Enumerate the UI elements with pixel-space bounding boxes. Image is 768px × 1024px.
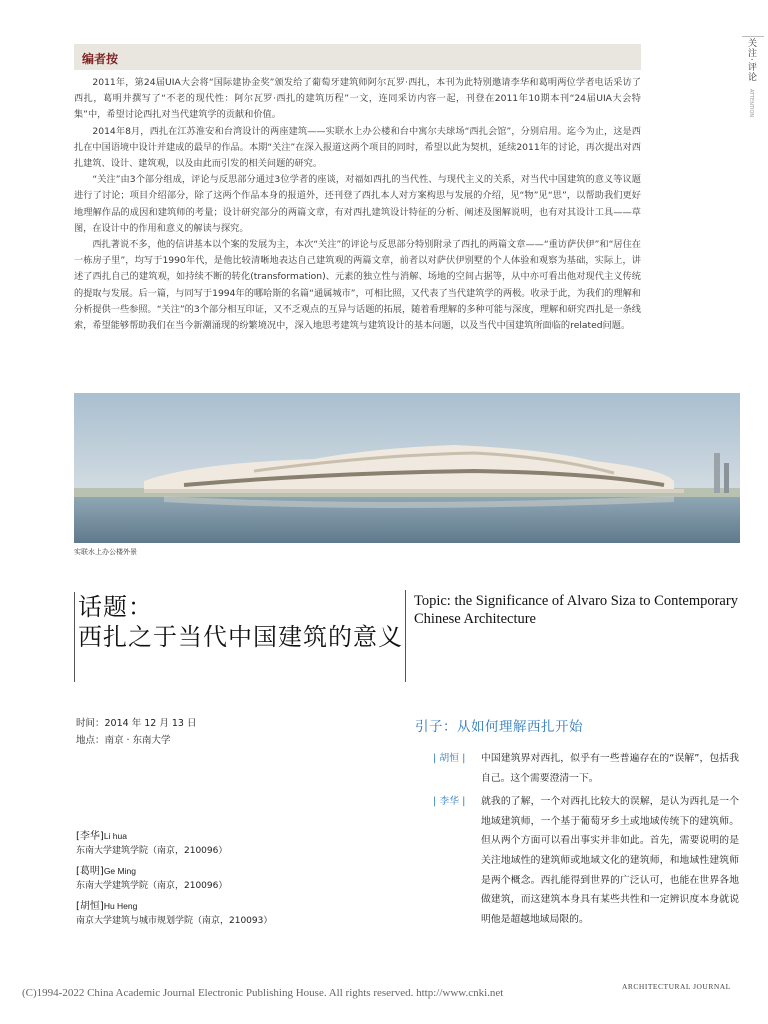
author-name-en: Ge Ming	[103, 866, 136, 876]
dialogue-turn	[433, 749, 739, 788]
editor-note-body	[74, 75, 641, 334]
speech-text: 就我的了解，一个对西扎比较大的误解，是认为西扎是一个地域建筑师，一个基于葡萄牙乡土或地域传统下的建筑师。但从两个方面可以看出事实并非如此。首先，需要说明的是关注地域性的建筑师或地域文化的建筑师，和地域性建筑师是两个概念。西扎能得到世界的广泛认可，也能在世界各地做建筑，而这建筑本身具有某些共性和一定辨识度本身就说明他是超越地域局限的。	[481, 796, 739, 925]
author-name-cn: [李华]	[76, 831, 104, 842]
section-side-tab	[744, 38, 758, 117]
topic-title-cn-line: 话题：	[78, 593, 153, 621]
speaker-label: | 李华 |	[433, 796, 466, 808]
editor-paragraph: 西扎著说不多，他的信讲基本以个案的发展为主，本次“关注”的评论与反思部分特别附录了西扎的两篇文章——“重访萨伏伊”和“居住在一栋房子里”，均写于1990年代，是他比较清晰地表达自己建筑观的两篇文章，前者以对萨伏伊别墅的个人体验和观察为基础，实际上，讲述了西扎自己的建筑观，如持续不断的转化(transformation)、元素的独立性与消解、场地的空间占据等，从中亦可看出他对现代主义传统的提取与发展。后一篇，与同写于1994年的哪哈斯的名篇“通属城市”，可相比照，又代表了当代建筑学的两极。收录于此，为我们的理解和分析提供一些参照。“关注”的3个部分相互印证，又不乏观点的互异与话题的拓展，随着看理解的多种可能与深度，理解和研究西扎是一条线索，希望能够帮助我们在当今新潮涌现的纷繁境况中，深入地思考建筑与建筑设计的基本问题，以及当代中国建筑所面临的related问题。	[74, 239, 641, 332]
section-tab-sub: ATTENTION	[748, 88, 754, 117]
editor-note-header	[74, 44, 641, 70]
author-affiliation: 东南大学建筑学院（南京，210096）	[76, 846, 228, 856]
session-time: 时间：2014 年 12 月 13 日	[76, 718, 197, 729]
topic-title-cn	[78, 592, 403, 652]
dialogue	[433, 749, 739, 933]
author-name-en: Hu Heng	[103, 901, 138, 911]
author-list	[76, 829, 272, 934]
title-left-rule	[74, 592, 75, 682]
author-entry	[76, 899, 272, 928]
author-affiliation: 南京大学建筑与城市规划学院（南京，210093）	[76, 916, 273, 926]
building-photo	[74, 393, 740, 543]
speaker-label: | 胡恒 |	[433, 753, 466, 764]
author-name-cn: [葛明]	[76, 866, 104, 877]
author-entry	[76, 864, 272, 893]
topic-title-cn-line: 西扎之于当代中国建筑的意义	[78, 623, 403, 651]
author-name-cn: [胡恒]	[76, 901, 104, 912]
building-photo-illustration	[74, 393, 740, 543]
side-rule	[742, 36, 764, 37]
dialogue-turn	[433, 792, 739, 929]
intro-section-title: 引子：从如何理解西扎开始	[415, 719, 583, 735]
section-tab-label: 关注·评论	[746, 38, 756, 82]
copyright-footer: (C)1994-2022 China Academic Journal Electronic Publishing House. All rights reserved. http://www.cnki.net	[22, 987, 504, 999]
journal-name: ARCHITECTURAL JOURNAL	[622, 982, 731, 991]
editor-note-title: 编者按	[82, 52, 119, 66]
editor-paragraph: “关注”由3个部分组成，评论与反思部分通过3位学者的座谈，对福如西扎的当代性、与现代主义的关系，对当代中国建筑的意义等议题进行了讨论；项目介绍部分，除了这两个作品本身的报道外，还刊登了西扎本人对方案构思与发展的介绍，见“物”见“思”，以帮助我们更好地理解作品的成因和建筑师的考量；设计研究部分的两篇文章，有对西扎建筑设计特征的分析、阐述及图解说明，也有对其设计工具——草图，在设计中的作用和意义的解读与探究。	[74, 174, 641, 234]
editor-paragraph: 2011年，第24届UIA大会将“国际建协金奖”颁发给了葡萄牙建筑师阿尔瓦罗·西扎，本刊为此特别邀请李华和葛明两位学者电话采访了西扎，葛明并撰写了“不老的现代性：阿尔瓦罗·西扎的建筑历程”一文，连同采访内容一起，刊登在2011年10期本刊“24届UIA大会特集”中，希望讨论西扎对当代建筑学的贡献和价值。	[74, 77, 641, 121]
author-name-en: Li hua	[103, 831, 127, 841]
topic-title-en: Topic: the Significance of Alvaro Siza to Contemporary Chinese Architecture	[414, 593, 738, 627]
title-divider-rule	[405, 590, 406, 682]
photo-caption: 实联水上办公楼外景	[74, 548, 137, 556]
author-entry	[76, 829, 272, 858]
session-place: 地点：南京 · 东南大学	[76, 735, 171, 746]
speech-text: 中国建筑界对西扎，似乎有一些普遍存在的“误解”，包括我自己。这个需要澄清一下。	[481, 753, 739, 784]
session-meta	[76, 715, 196, 749]
author-affiliation: 东南大学建筑学院（南京，210096）	[76, 881, 228, 891]
editor-paragraph: 2014年8月，西扎在江苏淮安和台湾设计的两座建筑——实联水上办公楼和台中寓尔夫球场“西扎会馆”，分别启用。迄今为止，这是西扎在中国语境中设计并建成的最早的作品。本期“关注”在深入报道这两个项目的同时，希望以此为契机，延续2011年的讨论，再次提出对西扎建筑、设计、建筑观，以及由此而引发的相关问题的研究。	[74, 125, 641, 170]
